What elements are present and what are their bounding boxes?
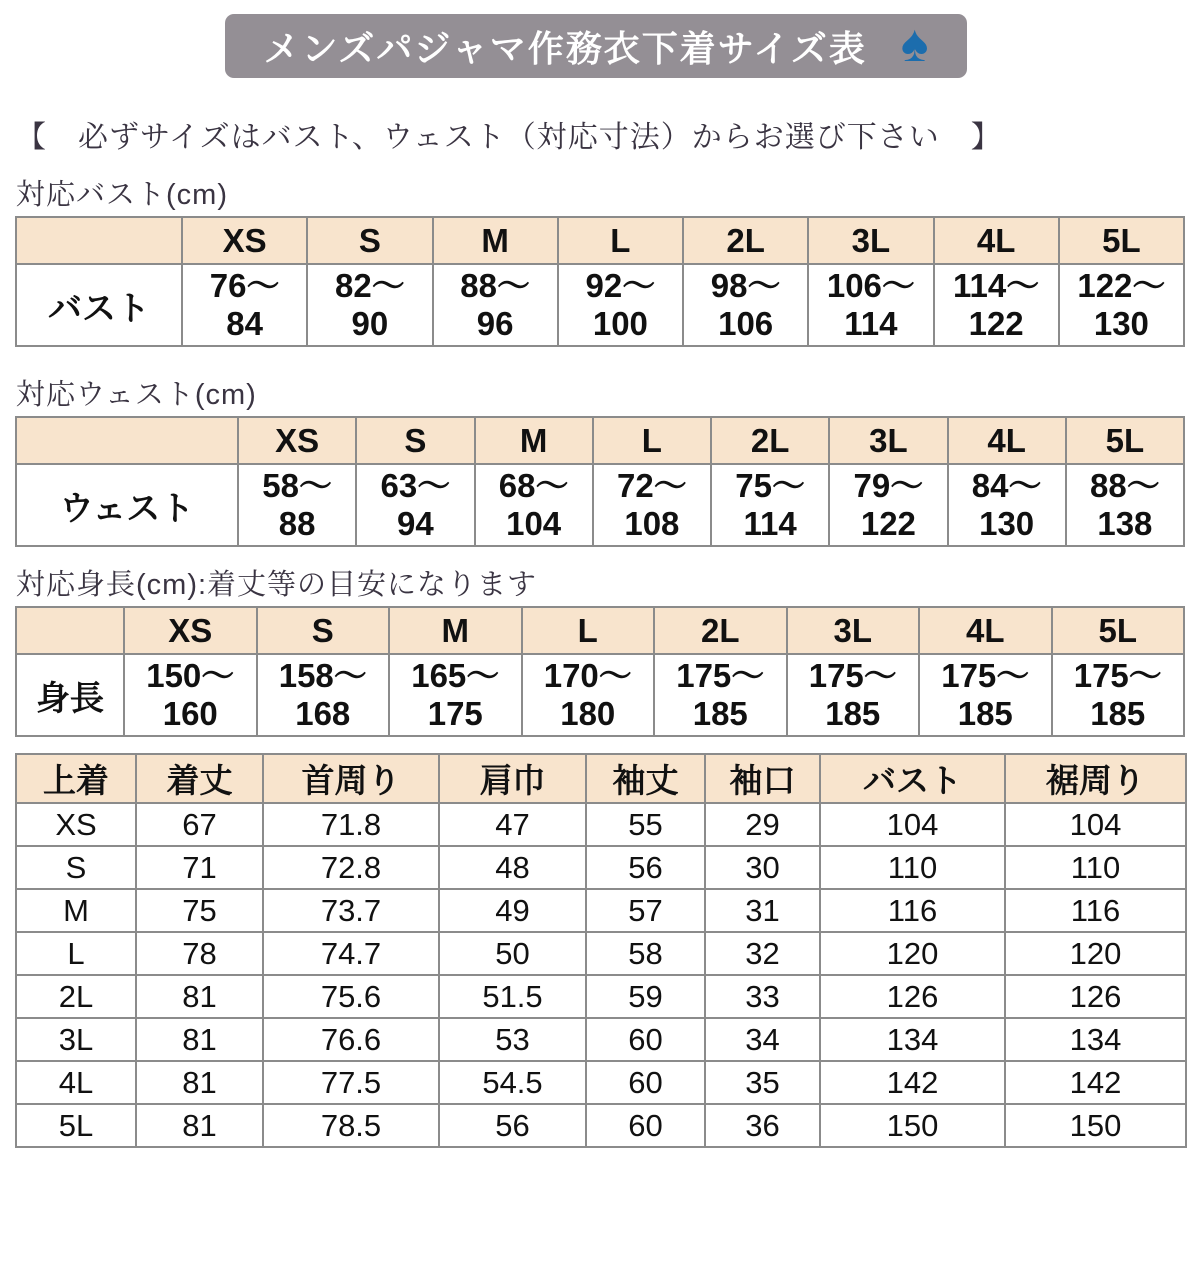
waist-range-cell (356, 464, 474, 546)
jacket-row-size: 4L (16, 1061, 136, 1104)
waist-range-to: 108 (624, 505, 680, 542)
jacket-column-header: バスト (820, 754, 1005, 803)
waist-range-to: 88 (278, 505, 316, 542)
jacket-column-header: 肩巾 (439, 754, 586, 803)
jacket-measurement-cell: 81 (136, 975, 263, 1018)
jacket-measurement-cell: 76.6 (263, 1018, 439, 1061)
waist-range-from: 58～ (262, 467, 332, 504)
jacket-measurement-cell: 134 (1005, 1018, 1186, 1061)
waist-range-from: 68～ (498, 467, 569, 504)
waist-range-to: 138 (1097, 505, 1153, 542)
jacket-measurement-cell: 77.5 (263, 1061, 439, 1104)
height-range-cell (522, 654, 655, 736)
waist-range-from: 84～ (971, 467, 1042, 504)
jacket-measurement-cell: 54.5 (439, 1061, 586, 1104)
jacket-measurement-cell: 150 (1005, 1104, 1186, 1147)
jacket-row-XS (16, 803, 1186, 846)
size-column-header: 5L (1066, 417, 1184, 464)
height-range-to: 180 (560, 695, 616, 732)
bust-range-from: 76～ (209, 267, 280, 304)
height-range-from: 165～ (411, 657, 500, 694)
size-column-header: XS (238, 417, 356, 464)
bust-range-to: 100 (592, 305, 648, 342)
waist-range-from: 75～ (735, 467, 805, 504)
title-bar (225, 14, 967, 78)
height-range-from: 175～ (1073, 657, 1162, 694)
waist-range-cell (829, 464, 947, 546)
jacket-measurement-cell: 30 (705, 846, 820, 889)
jacket-measurement-cell: 126 (820, 975, 1005, 1018)
waist-range-from: 72～ (617, 467, 687, 504)
jacket-column-header: 上着 (16, 754, 136, 803)
bust-range-cell (433, 264, 558, 346)
jacket-row-S (16, 846, 1186, 889)
bust-header-row (16, 217, 1184, 264)
jacket-row-5L (16, 1104, 1186, 1147)
jacket-measurement-cell: 36 (705, 1104, 820, 1147)
height-range-from: 150～ (146, 657, 235, 694)
jacket-row-size: L (16, 932, 136, 975)
size-column-header: 3L (829, 417, 947, 464)
jacket-measurement-cell: 33 (705, 975, 820, 1018)
waist-range-table (15, 416, 1185, 547)
bust-range-to: 114 (844, 305, 898, 342)
bust-range-to: 130 (1093, 305, 1149, 342)
jacket-column-header: 袖口 (705, 754, 820, 803)
jacket-measurement-cell: 71.8 (263, 803, 439, 846)
jacket-measurement-cell: 60 (586, 1061, 705, 1104)
height-range-from: 158～ (278, 657, 367, 694)
jacket-measurement-cell: 58 (586, 932, 705, 975)
jacket-measurement-cell: 57 (586, 889, 705, 932)
height-range-cell (389, 654, 522, 736)
size-column-header: M (389, 607, 522, 654)
jacket-measurement-cell: 142 (1005, 1061, 1186, 1104)
jacket-measurement-cell: 71 (136, 846, 263, 889)
waist-range-from: 63～ (380, 467, 451, 504)
height-range-to: 185 (1090, 695, 1146, 732)
height-range-cell (1052, 654, 1185, 736)
waist-range-cell (475, 464, 593, 546)
jacket-row-size: 5L (16, 1104, 136, 1147)
jacket-measurement-cell: 60 (586, 1104, 705, 1147)
jacket-row-3L (16, 1018, 1186, 1061)
jacket-column-header: 袖丈 (586, 754, 705, 803)
height-header-row (16, 607, 1184, 654)
waist-range-from: 79～ (853, 467, 924, 504)
jacket-row-size: S (16, 846, 136, 889)
jacket-column-header: 裾周り (1005, 754, 1186, 803)
bust-range-cell (683, 264, 808, 346)
jacket-measurement-cell: 34 (705, 1018, 820, 1061)
jacket-measurement-cell: 78 (136, 932, 263, 975)
jacket-row-size: XS (16, 803, 136, 846)
bust-range-from: 92～ (585, 267, 656, 304)
height-range-cell (919, 654, 1052, 736)
jacket-measurements-table (15, 753, 1187, 1148)
jacket-measurement-cell: 142 (820, 1061, 1005, 1104)
waist-range-cell (948, 464, 1066, 546)
jacket-measurement-cell: 35 (705, 1061, 820, 1104)
bust-range-to: 122 (968, 305, 1024, 342)
waist-range-to: 114 (743, 505, 797, 542)
height-range-cell (654, 654, 787, 736)
bust-range-to: 106 (718, 305, 774, 342)
bust-data-row (16, 264, 1184, 346)
jacket-row-size: 2L (16, 975, 136, 1018)
jacket-measurement-cell: 56 (439, 1104, 586, 1147)
jacket-measurement-cell: 48 (439, 846, 586, 889)
height-range-from: 175～ (808, 657, 897, 694)
bust-range-cell (307, 264, 432, 346)
height-range-cell (124, 654, 257, 736)
jacket-measurement-cell: 47 (439, 803, 586, 846)
waist-row-header: ウェスト (16, 464, 238, 546)
waist-range-cell (1066, 464, 1184, 546)
jacket-row-4L (16, 1061, 1186, 1104)
bust-range-from: 82～ (335, 267, 405, 304)
jacket-measurement-cell: 60 (586, 1018, 705, 1061)
jacket-row-L (16, 932, 1186, 975)
jacket-measurement-cell: 120 (1005, 932, 1186, 975)
size-column-header: 2L (654, 607, 787, 654)
size-column-header: L (522, 607, 655, 654)
height-range-cell (257, 654, 390, 736)
jacket-measurement-cell: 126 (1005, 975, 1186, 1018)
jacket-measurement-cell: 31 (705, 889, 820, 932)
size-column-header: 5L (1052, 607, 1185, 654)
height-data-row (16, 654, 1184, 736)
jacket-measurement-cell: 75 (136, 889, 263, 932)
height-row-header: 身長 (16, 654, 124, 736)
bust-range-cell (182, 264, 307, 346)
jacket-column-header: 着丈 (136, 754, 263, 803)
bust-range-cell (558, 264, 683, 346)
jacket-measurement-cell: 81 (136, 1018, 263, 1061)
waist-range-cell (238, 464, 356, 546)
jacket-measurement-cell: 116 (820, 889, 1005, 932)
spade-icon: ♠ (900, 15, 929, 73)
bust-range-from: 88～ (460, 267, 530, 304)
bust-range-to: 96 (476, 305, 514, 342)
jacket-measurement-cell: 55 (586, 803, 705, 846)
waist-corner-cell (16, 417, 238, 464)
waist-range-cell (593, 464, 711, 546)
bust-range-table (15, 216, 1185, 347)
jacket-measurement-cell: 32 (705, 932, 820, 975)
size-column-header: L (593, 417, 711, 464)
jacket-measurement-cell: 81 (136, 1104, 263, 1147)
jacket-measurement-cell: 73.7 (263, 889, 439, 932)
size-column-header: 4L (948, 417, 1066, 464)
jacket-measurement-cell: 104 (820, 803, 1005, 846)
waist-range-cell (711, 464, 829, 546)
bust-corner-cell (16, 217, 182, 264)
jacket-measurement-cell: 50 (439, 932, 586, 975)
size-column-header: 4L (934, 217, 1059, 264)
jacket-header-row (16, 754, 1186, 803)
jacket-measurement-cell: 67 (136, 803, 263, 846)
waist-section-label: 対応ウェスト(cm) (16, 379, 257, 411)
page-title: メンズパジャマ作務衣下着サイズ表 (263, 27, 867, 69)
size-column-header: L (558, 217, 683, 264)
size-column-header: 2L (683, 217, 808, 264)
waist-range-to: 130 (979, 505, 1035, 542)
bust-range-to: 90 (351, 305, 389, 342)
waist-header-row (16, 417, 1184, 464)
height-range-from: 170～ (543, 657, 632, 694)
waist-range-from: 88～ (1090, 467, 1160, 504)
jacket-measurement-cell: 75.6 (263, 975, 439, 1018)
jacket-measurement-cell: 150 (820, 1104, 1005, 1147)
height-corner-cell (16, 607, 124, 654)
jacket-column-header: 首周り (263, 754, 439, 803)
height-range-to: 168 (295, 695, 351, 732)
height-range-to: 175 (427, 695, 483, 732)
jacket-measurement-cell: 72.8 (263, 846, 439, 889)
jacket-measurement-cell: 51.5 (439, 975, 586, 1018)
jacket-row-size: M (16, 889, 136, 932)
bust-range-cell (934, 264, 1059, 346)
bust-section-label: 対応バスト(cm) (16, 179, 228, 211)
height-section-label: 対応身長(cm):着丈等の目安になります (16, 569, 538, 601)
jacket-measurement-cell: 120 (820, 932, 1005, 975)
jacket-measurement-cell: 74.7 (263, 932, 439, 975)
waist-range-to: 94 (397, 505, 434, 542)
bust-range-to: 84 (226, 305, 263, 342)
size-selection-notice: 【 必ずサイズはバスト、ウェスト（対応寸法）からお選び下さい 】 (16, 121, 1002, 154)
bust-range-from: 114～ (953, 267, 1040, 304)
bust-range-cell (808, 264, 933, 346)
height-range-table (15, 606, 1185, 737)
waist-range-to: 122 (860, 505, 916, 542)
jacket-measurement-cell: 53 (439, 1018, 586, 1061)
waist-data-row (16, 464, 1184, 546)
bust-range-from: 106～ (826, 267, 915, 304)
size-column-header: M (433, 217, 558, 264)
jacket-measurement-cell: 110 (1005, 846, 1186, 889)
jacket-measurement-cell: 104 (1005, 803, 1186, 846)
bust-range-from: 98～ (710, 267, 781, 304)
size-column-header: M (475, 417, 593, 464)
height-range-to: 185 (957, 695, 1013, 732)
size-column-header: XS (124, 607, 257, 654)
jacket-row-M (16, 889, 1186, 932)
jacket-measurement-cell: 49 (439, 889, 586, 932)
height-range-to: 185 (825, 695, 881, 732)
size-column-header: 4L (919, 607, 1052, 654)
waist-range-to: 104 (506, 505, 562, 542)
size-column-header: 3L (808, 217, 933, 264)
size-column-header: S (307, 217, 432, 264)
size-column-header: 2L (711, 417, 829, 464)
size-column-header: S (257, 607, 390, 654)
height-range-to: 160 (162, 695, 218, 732)
jacket-measurement-cell: 110 (820, 846, 1005, 889)
size-column-header: 3L (787, 607, 920, 654)
jacket-measurement-cell: 29 (705, 803, 820, 846)
jacket-row-size: 3L (16, 1018, 136, 1061)
jacket-measurement-cell: 78.5 (263, 1104, 439, 1147)
jacket-measurement-cell: 81 (136, 1061, 263, 1104)
size-column-header: S (356, 417, 474, 464)
jacket-measurement-cell: 56 (586, 846, 705, 889)
height-range-from: 175～ (941, 657, 1030, 694)
jacket-measurement-cell: 134 (820, 1018, 1005, 1061)
height-range-cell (787, 654, 920, 736)
height-range-to: 185 (692, 695, 748, 732)
size-column-header: XS (182, 217, 307, 264)
jacket-measurement-cell: 116 (1005, 889, 1186, 932)
size-column-header: 5L (1059, 217, 1184, 264)
jacket-row-2L (16, 975, 1186, 1018)
height-range-from: 175～ (676, 657, 765, 694)
bust-range-cell (1059, 264, 1184, 346)
bust-row-header: バスト (16, 264, 182, 346)
bust-range-from: 122～ (1077, 267, 1166, 304)
jacket-measurement-cell: 59 (586, 975, 705, 1018)
